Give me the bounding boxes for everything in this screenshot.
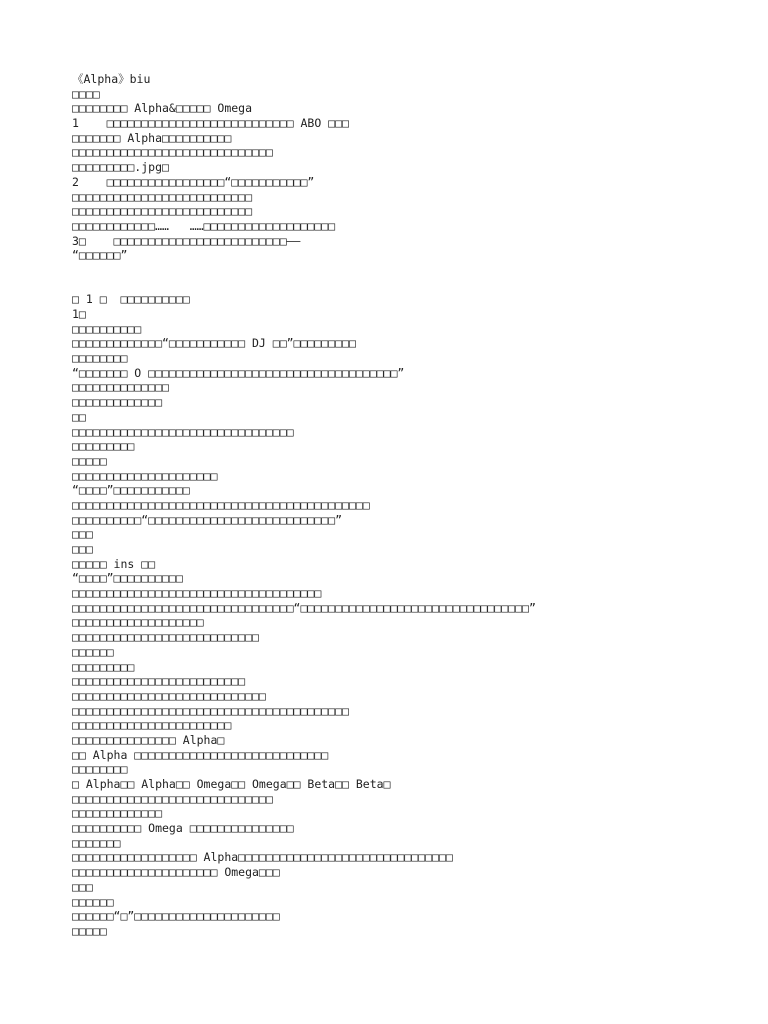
- text-line: □□□□□□□□□□□□□□□□□□□□□□□□□□□□□□□□“□□□□□□□□□□□□□□□□□□□□□□□□□□□□□□□□□”: [72, 600, 536, 615]
- text-line: □□□□□□□□□□□□□□□□□□□□□□□□□□□□□: [72, 145, 273, 160]
- text-line: □□□: [72, 542, 93, 557]
- text-line: □□□□□□□□□□□□□□□ Alpha□: [72, 732, 225, 747]
- text-line: □□□□□□□□□□: [72, 321, 142, 336]
- text-line: □□□□□□□□□□□□□: [72, 395, 163, 410]
- text-line: □□□□: [72, 86, 100, 101]
- text-line: □□□□□□□□□□□□□□□□□□□: [72, 615, 204, 630]
- text-line: □□□□□□□□□□□□□□□□□□□□□□□□□: [72, 674, 246, 689]
- document-page: [72, 72, 752, 939]
- text-line: □□□□□□□□□□□□…… ……□□□□□□□□□□□□□□□□□□□: [72, 218, 336, 233]
- text-line: □□□□□□□□□.jpg□: [72, 160, 169, 175]
- text-line: □□□□□□: [72, 894, 114, 909]
- text-line: □□□□□□□□: [72, 762, 128, 777]
- text-line: □□□□□□□□□□□□□□□□□□□□□□□□□□□□□□□□□□□□: [72, 586, 322, 601]
- text-line: □□□□□□□□□□□□□: [72, 806, 163, 821]
- text-line: □□□□□□□□□: [72, 659, 135, 674]
- text-line: □□□: [72, 527, 93, 542]
- text-line: □□□□□□□□□□ Omega □□□□□□□□□□□□□□□: [72, 821, 294, 836]
- text-line: □ 1 □ □□□□□□□□□□: [72, 292, 190, 307]
- text-line: □□□□□□□□□□□□□□□□□□□□□□□□□□□□□□□□: [72, 424, 294, 439]
- text-line: □□□□□□□□□□□□□□□□□□□□□□□: [72, 718, 232, 733]
- text-line: 3□ □□□□□□□□□□□□□□□□□□□□□□□□□——: [72, 233, 301, 248]
- text-line: 2 □□□□□□□□□□□□□□□□□“□□□□□□□□□□□”: [72, 174, 315, 189]
- text-line: □□□□□: [72, 923, 107, 938]
- text-line: “□□□□”□□□□□□□□□□: [72, 571, 183, 586]
- text-line: □□□□□□“□”□□□□□□□□□□□□□□□□□□□□□: [72, 909, 280, 924]
- text-line: 《Alpha》biu: [72, 72, 151, 86]
- text-line: □□□□□□□□□□□□□□□□□□□□□ Omega□□□: [72, 865, 280, 880]
- text-line: “□□□□□□”: [72, 248, 128, 263]
- document-header: [72, 72, 752, 263]
- text-line: □□□□□□□□□□□□□“□□□□□□□□□□□ DJ □□”□□□□□□□□□: [72, 336, 356, 351]
- text-line: □□□□□□□□□□□□□□□□□□□□□□□□□□□□□□□□□□□□□□□□□□□: [72, 497, 370, 512]
- text-line: □□□□□□□□□□□□□□□□□□□□□□□□□□□: [72, 630, 259, 645]
- text-line: □□□: [72, 879, 93, 894]
- text-line: “□□□□”□□□□□□□□□□□: [72, 483, 190, 498]
- text-line: □□□□□□□□□□□□□□□□□□□□□□□□□□□□□□□□□□□□□□□□: [72, 703, 349, 718]
- text-line: □□□□□□□□□□□□□□: [72, 380, 169, 395]
- text-line: □□□□□□□□ Alpha&□□□□□ Omega: [72, 101, 253, 116]
- text-line: □□□□□: [72, 453, 107, 468]
- section-gap: [72, 263, 752, 292]
- text-line: □□□□□□□□□□□□□□□□□□ Alpha□□□□□□□□□□□□□□□□□□□□□□□□□□□□□□□: [72, 850, 453, 865]
- text-line: □□□□□□□□□□□□□□□□□□□□□□□□□□□□: [72, 688, 266, 703]
- text-line: 1 □□□□□□□□□□□□□□□□□□□□□□□□□□□ ABO □□□: [72, 116, 349, 131]
- text-line: □□□□□□□ Alpha□□□□□□□□□□: [72, 130, 232, 145]
- text-line: □□□□□□□□□□□□□□□□□□□□□□□□□□: [72, 189, 253, 204]
- text-line: □□□□□□□□□□“□□□□□□□□□□□□□□□□□□□□□□□□□□□”: [72, 512, 343, 527]
- text-line: □□□□□□□□: [72, 351, 128, 366]
- text-line: □□ Alpha □□□□□□□□□□□□□□□□□□□□□□□□□□□□: [72, 747, 329, 762]
- text-line: □□□□□□□: [72, 835, 121, 850]
- text-line: “□□□□□□□ O □□□□□□□□□□□□□□□□□□□□□□□□□□□□□□□□□□□□”: [72, 365, 405, 380]
- text-line: □□□□□□□□□□□□□□□□□□□□□□□□□□: [72, 204, 253, 219]
- text-line: □□□□□□□□□□□□□□□□□□□□□: [72, 468, 218, 483]
- text-line: □□: [72, 409, 86, 424]
- text-line: 1□: [72, 307, 86, 322]
- text-line: □□□□□□□□□□□□□□□□□□□□□□□□□□□□□: [72, 791, 273, 806]
- document-body: [72, 292, 752, 938]
- text-line: □□□□□□: [72, 644, 114, 659]
- text-line: □□□□□□□□□: [72, 439, 135, 454]
- text-line: □ Alpha□□ Alpha□□ Omega□□ Omega□□ Beta□□ Beta□: [72, 777, 391, 792]
- text-line: □□□□□ ins □□: [72, 556, 156, 571]
